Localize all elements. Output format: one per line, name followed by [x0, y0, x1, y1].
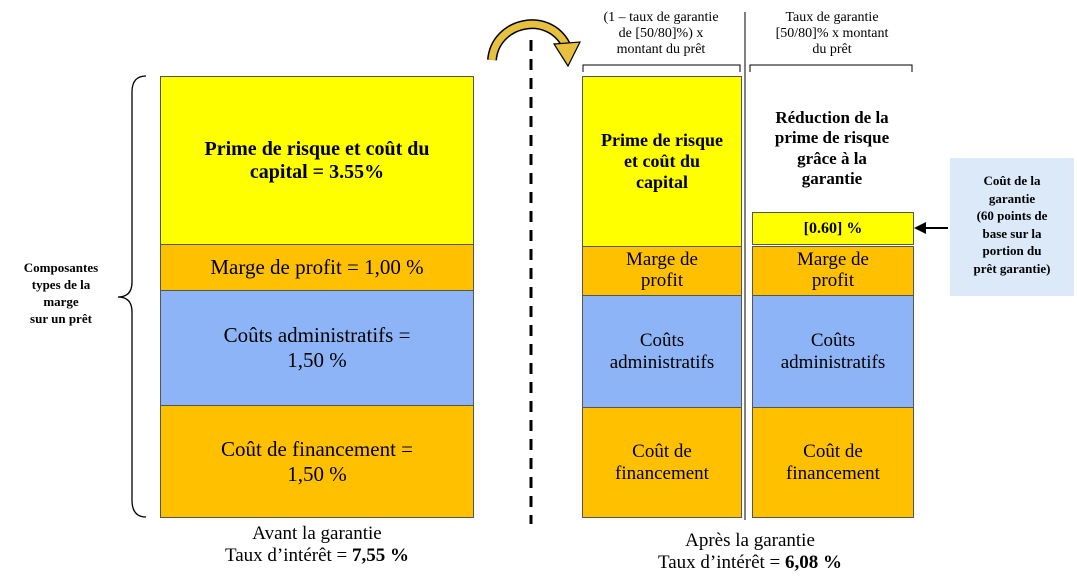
after-caption: Après la garantie Taux d’intérêt = 6,08 % — [657, 530, 843, 573]
after-admin-costs-2: Coûts administratifs — [752, 295, 914, 408]
after-profit-margin-1: Marge de profit — [582, 246, 742, 296]
margin-components-label: Composantes types de la marge sur un prêt — [23, 260, 99, 326]
after-header-guaranteed: Taux de garantie [50/80]% x montant du prêt — [775, 10, 889, 58]
before-admin-costs: Coûts administratifs = 1,50 % — [160, 290, 474, 406]
before-caption: Avant la garantie Taux d’intérêt = 7,55 % — [224, 523, 410, 566]
before-funding-cost: Coût de financement = 1,50 % — [160, 405, 474, 518]
curved-arrow-head — [554, 42, 580, 66]
guarantee-cost: [0.60] % — [752, 212, 914, 245]
before-risk-premium: Prime de risque et coût du capital = 3.55% — [160, 76, 474, 245]
before-profit-margin: Marge de profit = 1,00 % — [160, 244, 474, 291]
after-funding-cost-1: Coût de financement — [582, 407, 742, 518]
after-profit-margin-2: Marge de profit — [752, 246, 914, 296]
guarantee-cost-callout: Coût de la garantie (60 points de base sur la portion du prêt garantie) — [950, 158, 1074, 296]
after-header-unguaranteed: (1 – taux de garantie de [50/80]%) x montant du prêt — [603, 10, 719, 58]
risk-premium-reduction: Réduction de la prime de risque grâce à la garantie — [774, 108, 890, 189]
left-brace — [118, 76, 146, 517]
header-bracket-left — [583, 65, 740, 72]
header-bracket-right — [750, 65, 912, 72]
after-risk-premium: Prime de risque et coût du capital — [582, 76, 742, 247]
after-admin-costs-1: Coûts administratifs — [582, 295, 742, 408]
after-funding-cost-2: Coût de financement — [752, 407, 914, 518]
